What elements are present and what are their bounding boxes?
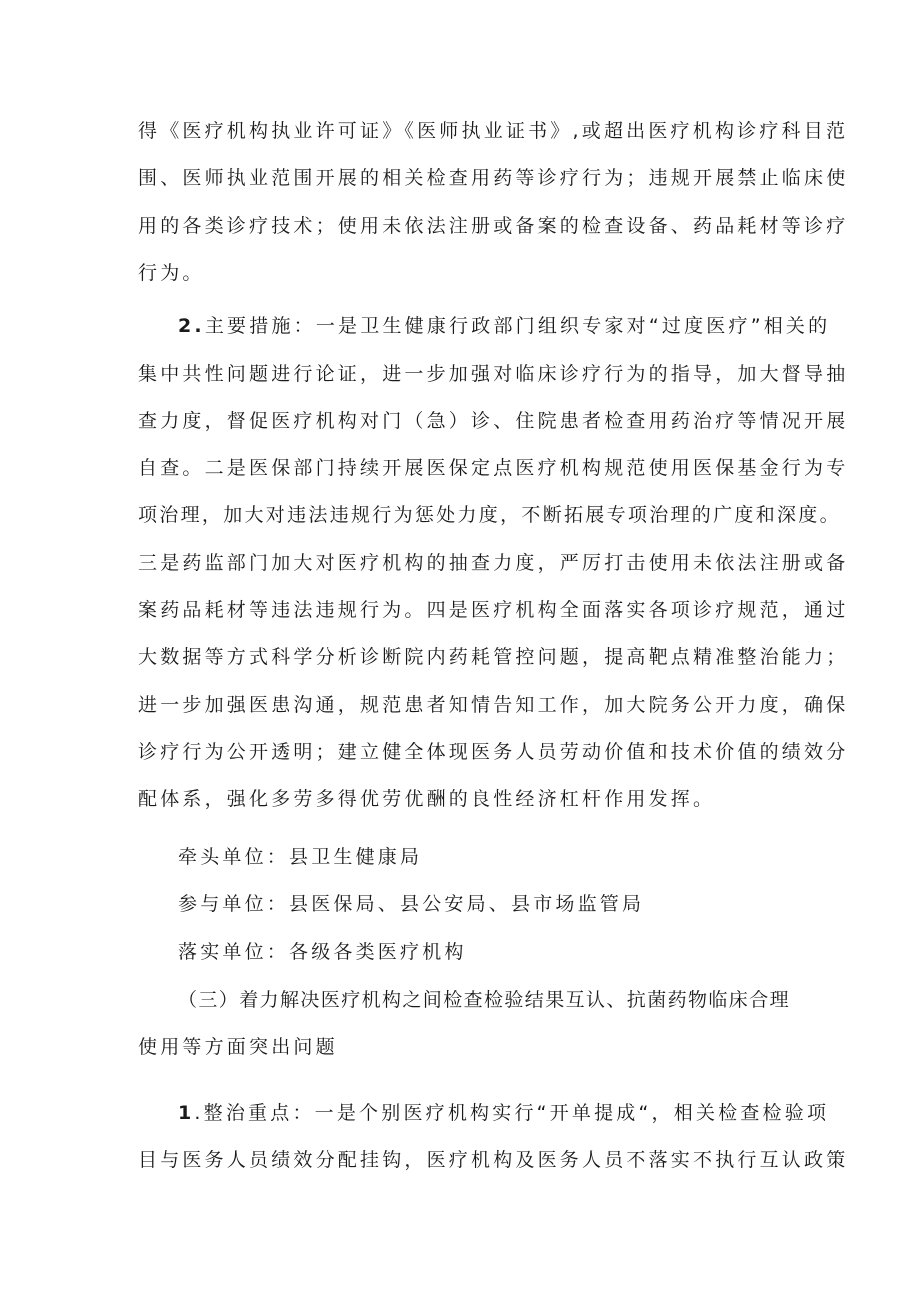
paragraph-line: 围、医师执业范围开展的相关检查用药等诊疗行为；违规开展禁止临床使 bbox=[138, 167, 849, 189]
participating-units: 参与单位：县医保局、县公安局、县市场监管局 bbox=[178, 893, 645, 915]
paragraph-line: 查力度，督促医疗机构对门（急）诊、住院患者检查用药治疗等情况开展 bbox=[138, 410, 849, 432]
paragraph-line: 案药品耗材等违法违规行为。四是医疗机构全面落实各项诊疗规范，通过 bbox=[138, 599, 849, 621]
item-text: .整治重点：一是个别医疗机构实行“开单提成“，相关检查检验项 bbox=[194, 1102, 830, 1124]
item-number: 1 bbox=[178, 1102, 195, 1124]
paragraph-line: 进一步加强医患沟通，规范患者知情告知工作，加大院务公开力度，确保 bbox=[138, 694, 849, 716]
paragraph-line: 用的各类诊疗技术；使用未依法注册或备案的检查设备、药品耗材等诊疗 bbox=[138, 215, 849, 237]
paragraph-line bbox=[178, 314, 830, 338]
paragraph-line: 自查。二是医保部门持续开展医保定点医疗机构规范使用医保基金行为专 bbox=[138, 457, 849, 479]
lead-unit: 牵头单位：县卫生健康局 bbox=[178, 846, 423, 868]
paragraph-line: 集中共性问题进行论证，进一步加强对临床诊疗行为的指导，加大督导抽 bbox=[138, 363, 849, 385]
section-heading: （三）着力解决医疗机构之间检查检验结果互认、抗菌药物临床合理 bbox=[178, 989, 791, 1011]
paragraph-line: 配体系，强化多劳多得优劳优酬的良性经济杠杆作用发挥。 bbox=[138, 788, 716, 810]
paragraph-line: 大数据等方式科学分析诊断院内药耗管控问题，提高靶点精准整治能力； bbox=[138, 646, 849, 668]
paragraph-line: 目与医务人员绩效分配挂钩，医疗机构及医务人员不落实不执行互认政策 bbox=[138, 1149, 849, 1171]
item-number: 2. bbox=[178, 315, 205, 337]
paragraph-line: 诊疗行为公开透明；建立健全体现医务人员劳动价值和技术价值的绩效分 bbox=[138, 741, 849, 763]
paragraph-line: 三是药监部门加大对医疗机构的抽查力度，严厉打击使用未依法注册或备 bbox=[138, 552, 849, 574]
paragraph-line: 项治理，加大对违法违规行为惩处力度，不断拓展专项治理的广度和深度。 bbox=[138, 504, 841, 526]
item-text: 主要措施：一是卫生健康行政部门组织专家对“过度医疗”相关的 bbox=[204, 315, 831, 337]
paragraph-line: 行为。 bbox=[138, 262, 205, 284]
section-heading: 使用等方面突出问题 bbox=[138, 1036, 338, 1058]
paragraph-line bbox=[178, 1101, 829, 1125]
implementing-units: 落实单位：各级各类医疗机构 bbox=[178, 941, 467, 963]
paragraph-line: 得《医疗机构执业许可证》《医师执业证书》,或超出医疗机构诊疗科目范 bbox=[138, 120, 849, 142]
